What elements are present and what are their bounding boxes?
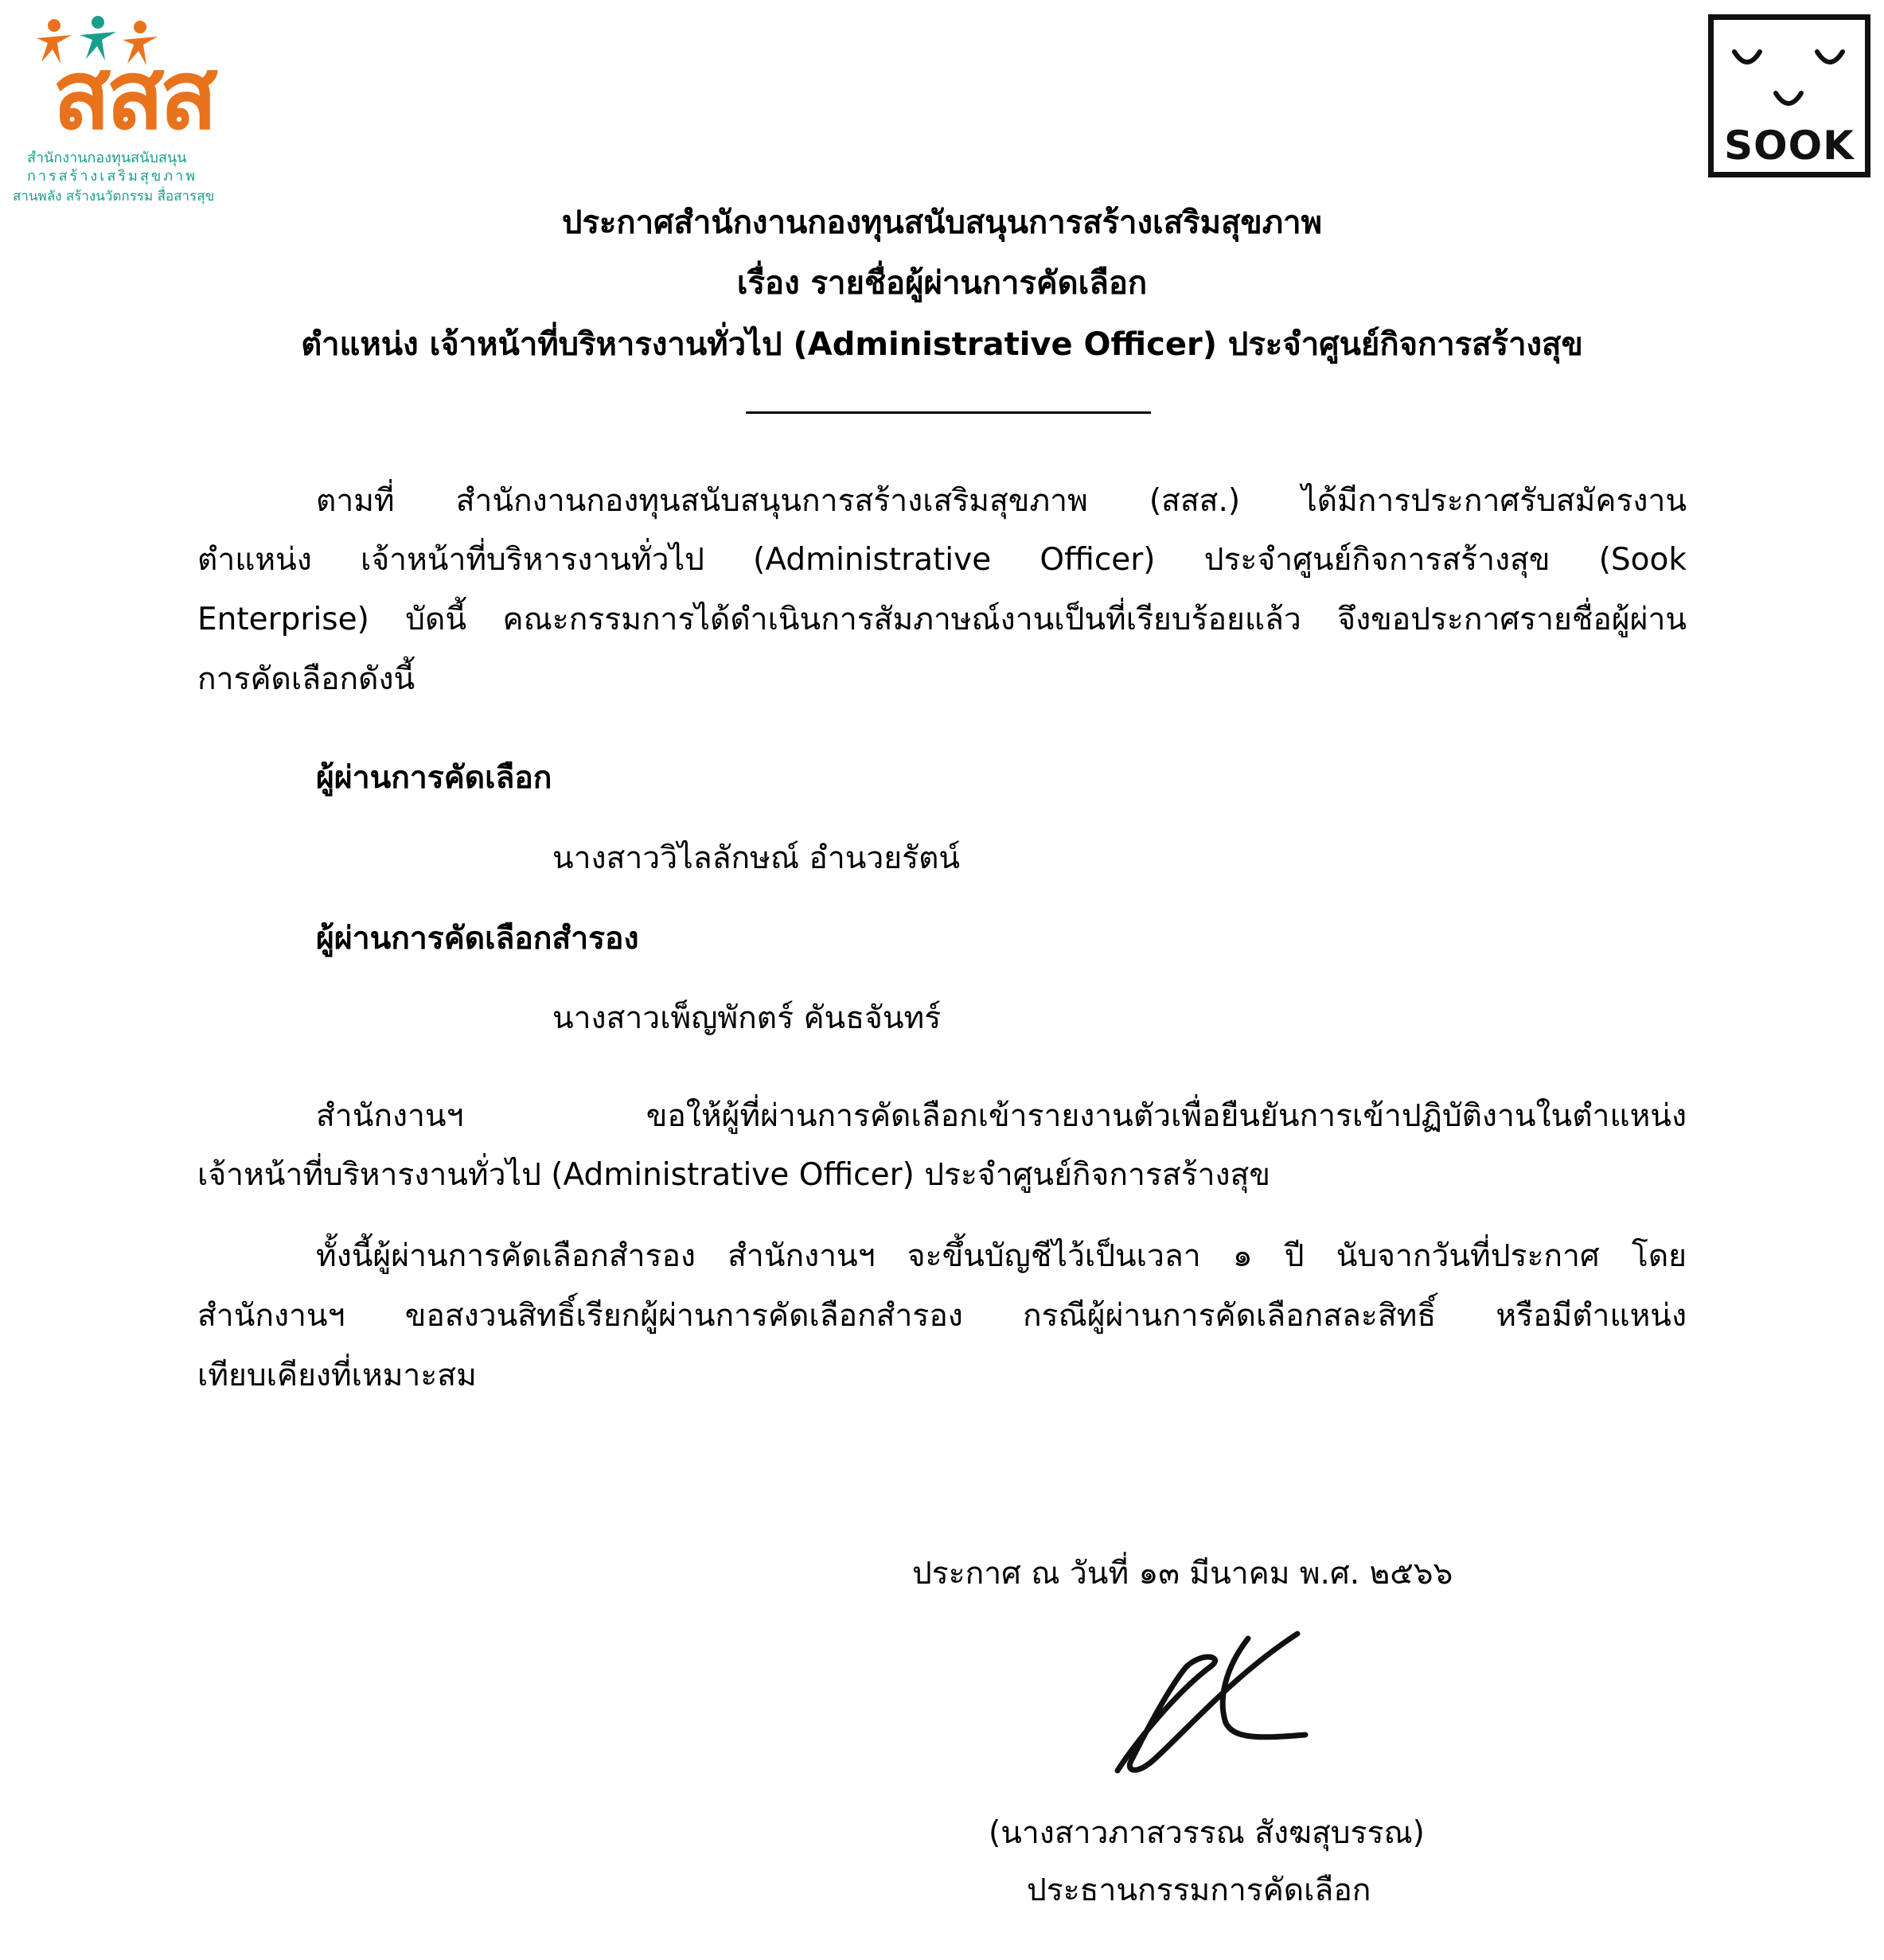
intro-line-3: Enterprise) บัดนี้ คณะกรรมการได้ดำเนินการสัมภาษณ์งานเป็นที่เรียบร้อยแล้ว จึงขอประกาศรายชื่อผู้ผ่าน (197, 602, 1687, 637)
announcement-date: ประกาศ ณ วันที่ ๑๓ มีนาคม พ.ศ. ๒๕๖๖ (912, 1556, 1453, 1592)
report-line-1: สำนักงานฯ ขอให้ผู้ที่ผ่านการคัดเลือกเข้ารายงานตัวเพื่อยืนยันการเข้าปฏิบัติงานในตำแหน่ง (316, 1098, 1687, 1134)
signatory-title: ประธานกรรมการคัดเลือก (1027, 1872, 1371, 1908)
thaihealth-wordmark: สสส (53, 41, 213, 151)
reserve-name: นางสาวเพ็ญพักตร์ คันธจันทร์ (552, 1000, 942, 1036)
sook-wordmark: SOOK (1724, 123, 1855, 169)
reserve-heading: ผู้ผ่านการคัดเลือกสำรอง (316, 921, 639, 957)
intro-line-2: ตำแหน่ง เจ้าหน้าที่บริหารงานทั่วไป (Administrative Officer) ประจำศูนย์กิจการสร้างสุข (Sook (197, 542, 1687, 578)
selected-heading: ผู้ผ่านการคัดเลือก (316, 760, 552, 796)
announcement-position: ตำแหน่ง เจ้าหน้าที่บริหารงานทั่วไป (Administrative Officer) ประจำศูนย์กิจการสร้างสุข (301, 326, 1583, 363)
reserve-note-line-3: เทียบเคียงที่เหมาะสม (197, 1358, 477, 1393)
thaihealth-org-line1: สำนักงานกองทุนสนับสนุน (27, 150, 187, 166)
title-divider (746, 411, 1151, 414)
smile-face-icon (1723, 37, 1855, 125)
thaihealth-org-line2: การสร้างเสริมสุขภาพ (27, 168, 198, 185)
announcement-title: ประกาศสำนักงานกองทุนสนับสนุนการสร้างเสริมสุขภาพ (562, 205, 1322, 241)
report-line-2: เจ้าหน้าที่บริหารงานทั่วไป (Administrative Officer) ประจำศูนย์กิจการสร้างสุข (197, 1157, 1271, 1193)
reserve-note-line-1: ทั้งนี้ผู้ผ่านการคัดเลือกสำรอง สำนักงานฯ จะขึ้นบัญชีไว้เป็นเวลา ๑ ปี นับจากวันที่ประกาศ โดย (316, 1238, 1687, 1274)
signatory-name: (นางสาวภาสวรรณ สังฆสุบรรณ) (989, 1815, 1425, 1851)
thaihealth-logo (8, 14, 223, 205)
announcement-subject: เรื่อง รายชื่อผู้ผ่านการคัดเลือก (736, 265, 1148, 302)
reserve-note-line-2: สำนักงานฯ ขอสงวนสิทธิ์เรียกผู้ผ่านการคัดเลือกสำรอง กรณีผู้ผ่านการคัดเลือกสละสิทธิ์ หรือมีตำแหน่ง (197, 1298, 1687, 1334)
thaihealth-slogan: สานพลัง สร้างนวัตกรรม สื่อสารสุข (13, 189, 215, 205)
intro-line-4: การคัดเลือกดังนี้ (197, 661, 415, 697)
intro-line-1: ตามที่ สำนักงานกองทุนสนับสนุนการสร้างเสริมสุขภาพ (สสส.) ได้มีการประกาศรับสมัครงาน (316, 483, 1687, 519)
signature-icon (1106, 1619, 1321, 1779)
sook-logo (1708, 14, 1870, 177)
selected-name: นางสาววิไลลักษณ์ อำนวยรัตน์ (552, 840, 961, 876)
